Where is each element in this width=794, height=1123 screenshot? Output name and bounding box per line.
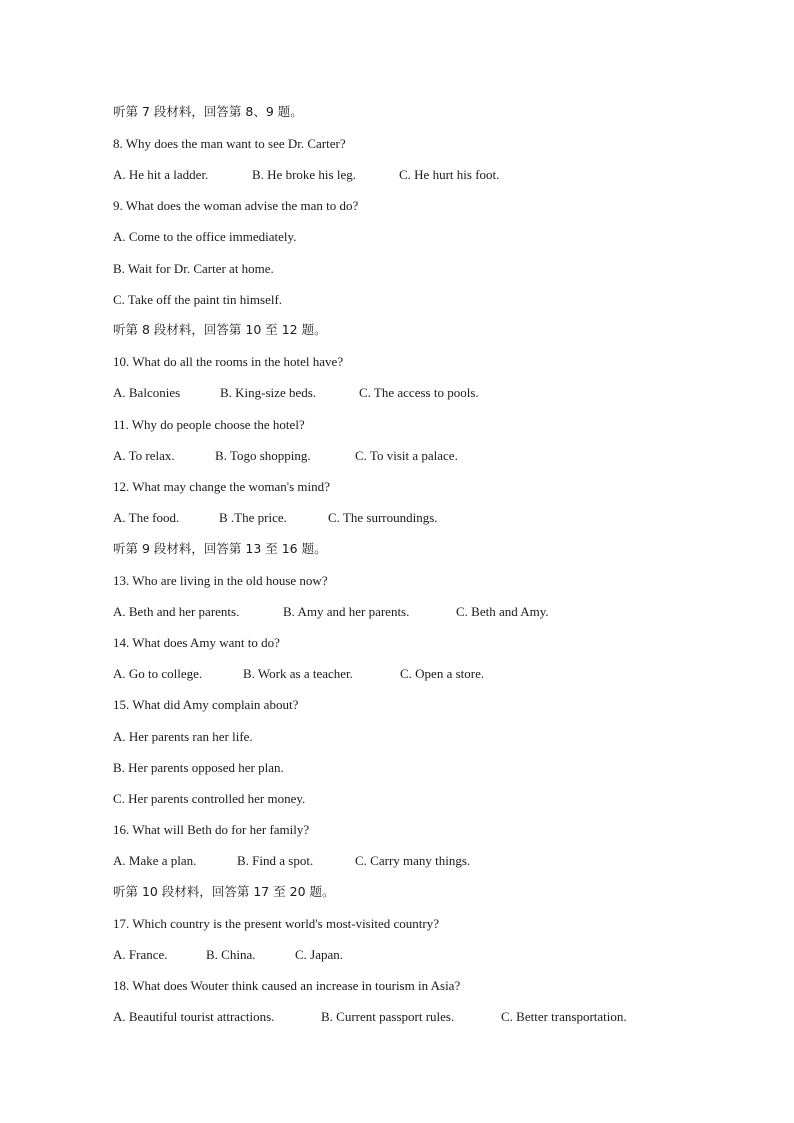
question-18: 18. What does Wouter think caused an increase in tourism in Asia? — [113, 978, 461, 993]
q14-option-b: B. Work as a teacher. — [243, 666, 353, 681]
section-header-7: 听第 7 段材料，回答第 8、9 题。 — [113, 104, 303, 119]
q17-option-c: C. Japan. — [295, 947, 344, 962]
q10-option-a: A. Balconies — [113, 385, 181, 400]
section-header-8: 听第 8 段材料，回答第 10 至 12 题。 — [113, 322, 327, 337]
q12-option-a: A. The food. — [113, 510, 180, 525]
q8-option-b: B. He broke his leg. — [252, 167, 356, 182]
q8-option-a: A. He hit a ladder. — [113, 167, 209, 182]
q14-option-c: C. Open a store. — [400, 666, 485, 681]
q9-option-a: A. Come to the office immediately. — [113, 229, 297, 244]
section-header-10: 听第 10 段材料，回答第 17 至 20 题。 — [113, 884, 335, 899]
section-header-9: 听第 9 段材料，回答第 13 至 16 题。 — [113, 541, 327, 556]
question-8: 8. Why does the man want to see Dr. Carter? — [113, 136, 346, 151]
q15-option-a: A. Her parents ran her life. — [113, 729, 253, 744]
q15-option-b: B. Her parents opposed her plan. — [113, 760, 284, 775]
q18-option-b: B. Current passport rules. — [321, 1009, 455, 1024]
q16-option-c: C. Carry many things. — [355, 853, 471, 868]
q17-option-b: B. China. — [206, 947, 256, 962]
question-13: 13. Who are living in the old house now? — [113, 573, 328, 588]
question-17: 17. Which country is the present world's most-visited country? — [113, 916, 439, 931]
q11-option-c: C. To visit a palace. — [355, 448, 458, 463]
q15-option-c: C. Her parents controlled her money. — [113, 791, 306, 806]
q16-option-b: B. Find a spot. — [237, 853, 314, 868]
question-14: 14. What does Amy want to do? — [113, 635, 280, 650]
question-15: 15. What did Amy complain about? — [113, 697, 299, 712]
q13-option-c: C. Beth and Amy. — [456, 604, 549, 619]
question-16: 16. What will Beth do for her family? — [113, 822, 310, 837]
q13-option-a: A. Beth and her parents. — [113, 604, 240, 619]
question-10: 10. What do all the rooms in the hotel have? — [113, 354, 344, 369]
question-11: 11. Why do people choose the hotel? — [113, 417, 305, 432]
q18-option-a: A. Beautiful tourist attractions. — [113, 1009, 275, 1024]
q13-option-b: B. Amy and her parents. — [283, 604, 410, 619]
q16-option-a: A. Make a plan. — [113, 853, 197, 868]
q9-option-c: C. Take off the paint tin himself. — [113, 292, 283, 307]
q18-option-c: C. Better transportation. — [501, 1009, 627, 1024]
q12-option-b: B .The price. — [219, 510, 287, 525]
q10-option-c: C. The access to pools. — [359, 385, 479, 400]
q17-option-a: A. France. — [113, 947, 168, 962]
q11-option-b: B. Togo shopping. — [215, 448, 311, 463]
q10-option-b: B. King-size beds. — [220, 385, 317, 400]
question-9: 9. What does the woman advise the man to do? — [113, 198, 359, 213]
q8-option-c: C. He hurt his foot. — [399, 167, 500, 182]
q9-option-b: B. Wait for Dr. Carter at home. — [113, 261, 274, 276]
question-12: 12. What may change the woman's mind? — [113, 479, 330, 494]
q12-option-c: C. The surroundings. — [328, 510, 438, 525]
q14-option-a: A. Go to college. — [113, 666, 203, 681]
q11-option-a: A. To relax. — [113, 448, 175, 463]
